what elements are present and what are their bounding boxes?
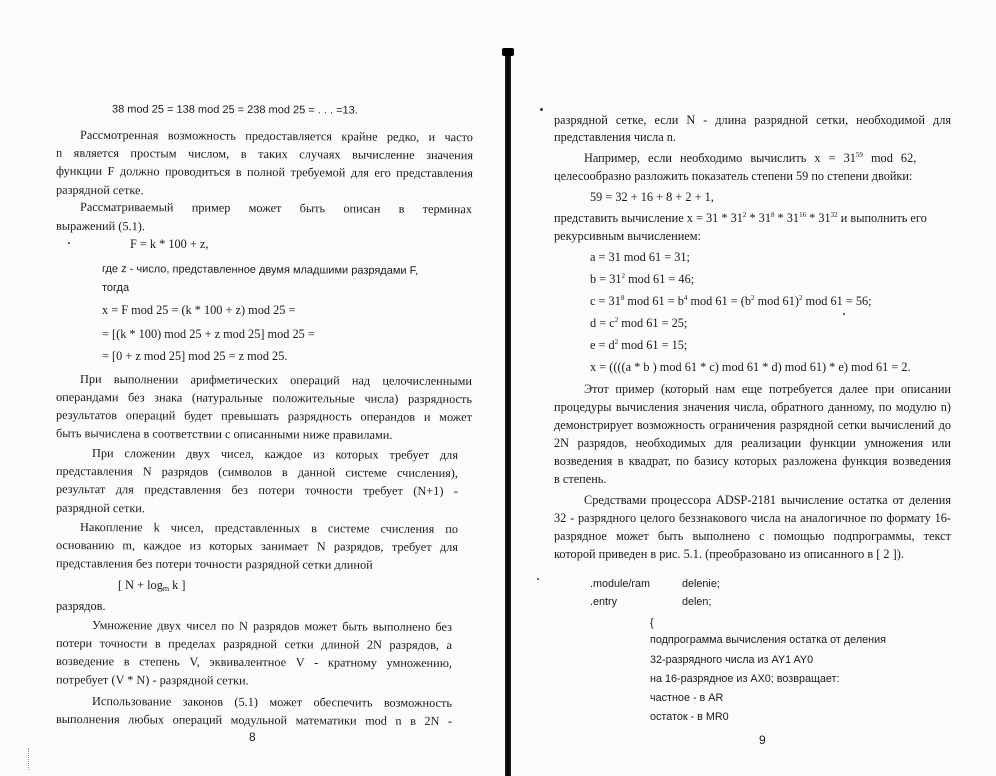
recursion-step-b <box>590 271 694 287</box>
text-run: b = 31 <box>590 272 622 286</box>
paragraph-line: При сложении двух чисел, каждое из которых требует для <box>91 446 459 462</box>
recursion-result: x = ((((a * b ) mod 61 * c) mod 61 * d) mod 61) * e) mod 61 = 2. <box>590 360 911 374</box>
paragraph-line: разрядной сетке, если N - длина разрядной сетки, необходимой для <box>554 113 951 127</box>
exponent: 2 <box>621 272 626 280</box>
exponent: 2 <box>614 316 619 324</box>
code-directive-entry: .entry <box>590 596 618 608</box>
paragraph-line: представления без потери точности разрядной сетки длиной <box>55 556 373 572</box>
text-run: mod 61 = 25; <box>618 316 688 330</box>
paragraph-line: основанию m, каждое из которых занимает N разрядов, требует для <box>55 537 459 555</box>
paragraph-line: 32 - разрядного целого беззнакового числа на аналогичное по формату 16- <box>554 511 951 525</box>
text-run: mod 62, <box>862 151 917 165</box>
paragraph-line: n является простым числом, в таких случаях вычисление значения <box>55 145 474 163</box>
paragraph-line: выражений (5.1). <box>55 218 145 234</box>
paragraph-line: в степень. <box>554 472 607 486</box>
code-comment-line: остаток - в MR0 <box>650 711 729 723</box>
paragraph-line: 2N разрядов, необходимых для реализации функции умножения или <box>554 436 951 450</box>
exponent: 8 <box>770 211 775 219</box>
exponent: 2 <box>751 294 755 302</box>
page-number-left: 8 <box>249 730 256 744</box>
code-directive-module: .module/ram <box>590 578 651 590</box>
recursion-step-e <box>590 337 687 353</box>
text-run: d = c <box>590 316 615 330</box>
code-comment-open: { <box>650 617 654 629</box>
exponent: 2 <box>614 338 619 346</box>
text-run: mod 61 = b <box>624 294 684 308</box>
text-run: mod 61 = (b <box>687 294 752 308</box>
log-formula <box>118 577 186 593</box>
right-page <box>510 0 996 776</box>
code-entry-name: delen; <box>682 596 712 608</box>
scan-speck <box>68 242 70 244</box>
paragraph-line: процедуры вычисления значения числа, обратного данному, по модулю n) <box>554 400 951 414</box>
paragraph-line: разрядной сетке. <box>55 182 144 198</box>
exponent: 2 <box>798 294 803 302</box>
paragraph-line: возведение в степень V, эквивалентное V - кратному умножению, <box>55 653 453 671</box>
scan-speck <box>540 108 543 111</box>
text-run: mod 61 = 15; <box>618 338 688 352</box>
paragraph-line: целесообразно разложить показатель степени 59 по степени двойки: <box>554 169 913 183</box>
paragraph-line: разрядное может быть выполнено с помощью подпрограммы, текст <box>554 529 951 543</box>
code-comment-line: частное - в AR <box>650 692 724 704</box>
text-run: mod 61 = 56; <box>802 294 872 308</box>
paragraph-line: возведения в квадрат, по базису которых разложена функция возведения <box>554 454 951 468</box>
paragraph-line: Рассматриваемый пример может быть описан в терминах <box>79 199 473 217</box>
paragraph-line: Накопление k чисел, представленных в системе счисления по <box>79 520 459 536</box>
paragraph-line: функции F должно проводиться в полной требуемой для его представления <box>55 163 474 181</box>
formula-f: F = k * 100 + z, <box>130 237 209 251</box>
paragraph-line: рекурсивным вычислением: <box>554 229 701 243</box>
scan-smudge <box>28 748 43 770</box>
text-run: Например, если необходимо вычислить x = 31 <box>584 151 856 165</box>
paragraph-line: разрядной сетки. <box>55 500 146 516</box>
text-run: * 31 <box>774 211 800 225</box>
paragraph-line: результат для представления без потери точности требует (N+1) - <box>55 481 459 499</box>
text-run: представить вычисление x = 31 * 31 <box>554 211 743 225</box>
text-run: e = d <box>590 338 615 352</box>
exponent: 59 <box>855 151 863 159</box>
formula-then: тогда <box>102 282 130 294</box>
paragraph-line: операндами без знака (натуральные положительные числа) разрядность <box>55 389 473 407</box>
example-line <box>584 150 916 166</box>
formula-explanation: где z - число, представленное двумя младшими разрядами F, <box>101 263 419 277</box>
recursion-step-a: a = 31 mod 61 = 31; <box>590 250 690 264</box>
text-run: c = 31 <box>590 294 621 308</box>
text-run: mod 61 = 46; <box>625 272 695 286</box>
paragraph-line: потребует (V * N) - разрядной сетки. <box>55 672 249 688</box>
paragraph-line: Средствами процессора ADSP-2181 вычисление остатка от деления <box>584 493 951 507</box>
paragraph-line: выполнения любых операций модульной математики mod n в 2N - <box>55 711 453 729</box>
code-module-name: delenie; <box>682 578 720 590</box>
exponent: 32 <box>830 211 838 219</box>
paragraph-line: При выполнении арифметических операций над целочисленными <box>79 371 473 389</box>
binary-decomposition: 59 = 32 + 16 + 8 + 2 + 1, <box>590 190 714 204</box>
log-formula-part: [ N + log <box>118 578 163 592</box>
paragraph-line: Этот пример (который нам еще потребуется далее при описании <box>584 382 951 396</box>
paragraph-line: представления N разрядов (символов в данной системе счисления), <box>55 463 459 481</box>
exponent: 2 <box>742 211 747 219</box>
paragraph-line: результатов операций будет превышать разрядность операндов и может <box>55 407 473 425</box>
text-run: * 31 <box>746 211 771 225</box>
paragraph-line: Использование законов (5.1) может обеспечить возможность <box>91 694 453 710</box>
page-number-right: 9 <box>759 733 766 747</box>
text-run: mod 61) <box>754 294 799 308</box>
paragraph-line: разрядов. <box>56 599 106 613</box>
text-run: и выполнить его <box>837 211 927 225</box>
code-comment-line: подпрограмма вычисления остатка от деления <box>650 634 886 646</box>
paragraph-line: быть вычислена в соответствии с описанными ниже правилами. <box>55 426 393 442</box>
log-formula-part: k ] <box>169 578 186 592</box>
code-comment-line: 32-разрядного числа из AY1 AY0 <box>650 654 814 666</box>
scan-speck <box>843 313 845 315</box>
paragraph-line: Умножение двух чисел по N разрядов может быть выполнено без <box>91 618 453 634</box>
paragraph-line: потери точности в пределах разрядной сетки длиной 2N разрядов, а <box>55 635 453 653</box>
exponent: 16 <box>799 211 807 219</box>
recursion-step-d <box>590 315 687 331</box>
formula-step-2: = [(k * 100) mod 25 + z mod 25] mod 25 = <box>102 327 315 341</box>
modulo-example-line: 38 mod 25 = 138 mod 25 = 238 mod 25 = . . . =13. <box>111 103 358 117</box>
paragraph-line: Рассмотренная возможность предоставляется крайне редко, и часто <box>79 127 474 145</box>
log-base: m <box>162 584 170 593</box>
exponent: 4 <box>683 294 688 302</box>
example-line <box>554 210 927 226</box>
recursion-step-c <box>590 293 872 309</box>
text-run: * 31 <box>806 211 831 225</box>
formula-step-1: x = F mod 25 = (k * 100 + z) mod 25 = <box>102 303 296 317</box>
scan-speck <box>537 578 539 580</box>
formula-step-3: = [0 + z mod 25] mod 25 = z mod 25. <box>102 349 288 363</box>
exponent: 8 <box>620 294 625 302</box>
paragraph-line: демонстрирует возможность ограничения разрядной сетки вычислений до <box>554 418 951 432</box>
code-comment-line: на 16-разрядное из AX0; возвращает: <box>650 673 840 685</box>
paragraph-line: которой приведен в рис. 5.1. (преобразовано из описанного в [ 2 ]). <box>554 547 904 561</box>
paragraph-line: представления числа n. <box>554 130 676 144</box>
